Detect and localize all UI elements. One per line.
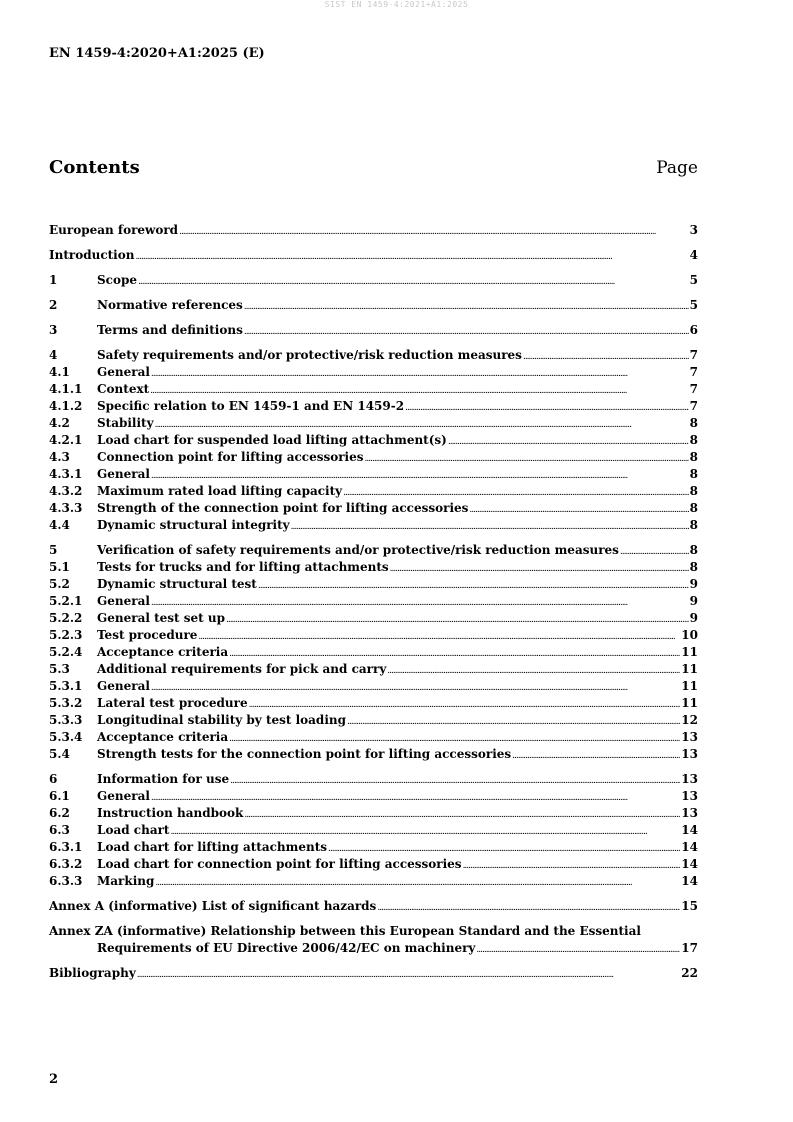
toc-entry[interactable]: [49, 839, 698, 856]
toc-entry[interactable]: [49, 500, 698, 517]
toc-entry-page: 11: [681, 679, 698, 693]
toc-entry-number: 4.3.3: [49, 501, 83, 515]
toc-leader-dots: [512, 748, 680, 765]
toc-leader-dots: [179, 224, 689, 241]
toc-entry-page: 10: [681, 628, 698, 642]
toc-entry[interactable]: [49, 415, 698, 432]
toc-entry-number: 6.2: [49, 806, 70, 820]
toc-entry-title: Marking: [97, 874, 155, 888]
toc-entry-page: 8: [689, 484, 698, 498]
toc-leader-dots: [151, 595, 689, 612]
toc-entry-page: 15: [681, 899, 698, 913]
toc-entry-number: 5.4: [49, 747, 70, 761]
toc-entry-number: 4.4: [49, 518, 70, 532]
toc-entry-page: 11: [681, 662, 698, 676]
toc-entry-title: Introduction: [49, 248, 135, 262]
toc-entry[interactable]: [49, 272, 698, 289]
toc-entry[interactable]: [49, 322, 698, 339]
toc-entry-number: 6.1: [49, 789, 70, 803]
toc-entry-page: 14: [681, 823, 698, 837]
toc-entry[interactable]: [49, 771, 698, 788]
toc-entry-number: 4: [49, 348, 58, 362]
toc-entry-page: 8: [689, 518, 698, 532]
page-number: 2: [49, 1072, 59, 1087]
toc-leader-dots: [390, 561, 689, 578]
toc-entry-page: 14: [681, 857, 698, 871]
toc-entry-number: 4.3.1: [49, 467, 83, 481]
toc-entry-page: 7: [689, 365, 698, 379]
toc-entry-page: 22: [681, 966, 698, 980]
toc-entry-page: 7: [689, 348, 698, 362]
toc-entry-number: 5.1: [49, 560, 70, 574]
toc-leader-dots: [198, 629, 680, 646]
toc-entry-number: 6: [49, 772, 58, 786]
toc-entry-number: 3: [49, 323, 58, 337]
toc-entry[interactable]: [49, 678, 698, 695]
toc-entry-title: Maximum rated load lifting capacity: [97, 484, 343, 498]
toc-entry-title: Specific relation to EN 1459-1 and EN 1459-2: [97, 399, 405, 413]
toc-leader-dots: [137, 967, 681, 984]
toc-entry-title: Test procedure: [97, 628, 198, 642]
toc-entry-page: 13: [681, 806, 698, 820]
toc-entry-page: 13: [681, 747, 698, 761]
watermark: SIST EN 1459-4:2021+A1:2025: [324, 0, 469, 9]
toc-entry-page: 13: [681, 789, 698, 803]
toc-entry[interactable]: [49, 729, 698, 746]
toc-entry-number: 4.2: [49, 416, 70, 430]
toc-entry[interactable]: [49, 644, 698, 661]
contents-header: [49, 157, 698, 178]
toc-leader-dots: [244, 324, 689, 341]
toc-leader-dots: [155, 875, 680, 892]
toc-entry-page: 9: [689, 611, 698, 625]
toc-entry-number: 4.1: [49, 365, 70, 379]
toc-entry-title: Annex A (informative) List of significant hazards: [49, 899, 377, 913]
toc-entry-title: General: [97, 365, 150, 379]
page-column-label: Page: [656, 158, 698, 178]
toc-entry[interactable]: [49, 247, 698, 264]
toc-entry[interactable]: [49, 559, 698, 576]
toc-entry-title: Load chart for suspended load lifting attachment(s): [97, 433, 447, 447]
toc-entry-page: 8: [689, 433, 698, 447]
toc-entry-page: 17: [681, 941, 698, 955]
toc-entry[interactable]: [49, 712, 698, 729]
toc-entry-page: 5: [689, 298, 698, 312]
toc-entry[interactable]: [49, 965, 698, 982]
toc-entry[interactable]: [49, 788, 698, 805]
contents-title: Contents: [49, 157, 140, 178]
toc-entry-title: Verification of safety requirements and/or protective/risk reduction measures: [97, 543, 619, 557]
toc-entry-number: 5.2.1: [49, 594, 83, 608]
toc-entry-page: 5: [689, 273, 698, 287]
toc-entry-title: Acceptance criteria: [97, 730, 229, 744]
toc-entry[interactable]: [49, 466, 698, 483]
toc-entry-title: Additional requirements for pick and carry: [97, 662, 387, 676]
toc-leader-dots: [463, 858, 681, 875]
toc-entry-number: 4.1.1: [49, 382, 83, 396]
toc-entry-number: 5.3.2: [49, 696, 83, 710]
toc-entry-number: 1: [49, 273, 58, 287]
toc-entry-title: Stability: [97, 416, 154, 430]
toc-entry[interactable]: [49, 449, 698, 466]
toc-entry-title: Safety requirements and/or protective/risk reduction measures: [97, 348, 522, 362]
toc-leader-dots: [523, 349, 689, 366]
toc-entry-title: Bibliography: [49, 966, 136, 980]
toc-entry[interactable]: [49, 856, 698, 873]
toc-entry-page: 12: [681, 713, 698, 727]
toc-entry-number: 6.3.1: [49, 840, 83, 854]
toc-entry[interactable]: [49, 898, 698, 915]
toc-entry-page: 8: [689, 560, 698, 574]
toc-entry-title: Strength of the connection point for lifting accessories: [97, 501, 469, 515]
toc-entry-title: Strength tests for the connection point for lifting accessories: [97, 747, 512, 761]
toc-leader-dots: [405, 400, 689, 417]
toc-entry-title: Acceptance criteria: [97, 645, 229, 659]
toc-entry-title: General: [97, 789, 150, 803]
toc-entry-page: 14: [681, 874, 698, 888]
toc-entry[interactable]: [49, 746, 698, 763]
toc-entry[interactable]: [49, 297, 698, 314]
toc-entry[interactable]: [49, 610, 698, 627]
toc-entry-title: Load chart for connection point for lifting accessories: [97, 857, 462, 871]
toc-entry[interactable]: [49, 222, 698, 239]
toc-entry-title: Dynamic structural integrity: [97, 518, 290, 532]
toc-entry-page: 13: [681, 730, 698, 744]
toc-entry[interactable]: [49, 364, 698, 381]
toc-entry[interactable]: [49, 593, 698, 610]
toc-entry-number: 5: [49, 543, 58, 557]
toc-leader-dots: [365, 451, 689, 468]
toc-entry-number: 4.3.2: [49, 484, 83, 498]
toc-entry-title: Dynamic structural test: [97, 577, 257, 591]
toc-entry-page: 8: [689, 501, 698, 515]
toc-entry-number: 5.3.1: [49, 679, 83, 693]
toc-leader-dots: [244, 807, 680, 824]
toc-entry[interactable]: [49, 822, 698, 839]
toc-entry-number: 6.3.2: [49, 857, 83, 871]
toc-entry-page: 11: [681, 696, 698, 710]
toc-entry[interactable]: [49, 483, 698, 500]
toc-leader-dots: [387, 663, 680, 680]
toc-entry-title: Lateral test procedure: [97, 696, 248, 710]
toc-leader-dots: [620, 544, 689, 561]
toc-leader-dots: [135, 249, 688, 266]
toc-entry-title: Longitudinal stability by test loading: [97, 713, 346, 727]
table-of-contents: [49, 222, 698, 982]
toc-entry[interactable]: [49, 661, 698, 678]
toc-entry-number: 5.2: [49, 577, 70, 591]
toc-leader-dots: [377, 900, 680, 917]
toc-entry-title: General test set up: [97, 611, 225, 625]
toc-entry-page: 8: [689, 416, 698, 430]
toc-entry-title: Load chart: [97, 823, 170, 837]
toc-entry-number: 5.2.4: [49, 645, 83, 659]
toc-leader-dots: [476, 942, 680, 959]
toc-entry-number: 4.3: [49, 450, 70, 464]
toc-entry[interactable]: [49, 542, 698, 559]
toc-entry-title: Terms and definitions: [97, 323, 243, 337]
toc-entry-number: 5.2.3: [49, 628, 83, 642]
toc-entry-title: Tests for trucks and for lifting attachments: [97, 560, 389, 574]
toc-entry-page: 7: [689, 382, 698, 396]
toc-entry-title: Scope: [97, 273, 138, 287]
toc-entry-page: 9: [689, 577, 698, 591]
toc-entry-title: Annex ZA (informative) Relationship between this European Standard and the Essential: [49, 924, 641, 938]
toc-entry-number: 2: [49, 298, 58, 312]
toc-entry-number: 5.3: [49, 662, 70, 676]
toc-entry[interactable]: [49, 398, 698, 415]
toc-entry-number: 5.2.2: [49, 611, 83, 625]
toc-entry-title: Instruction handbook: [97, 806, 244, 820]
toc-entry-page: 11: [681, 645, 698, 659]
toc-leader-dots: [258, 578, 689, 595]
toc-leader-dots: [448, 434, 689, 451]
toc-entry[interactable]: [49, 432, 698, 449]
toc-leader-dots: [244, 299, 689, 316]
toc-entry[interactable]: [49, 940, 698, 957]
toc-leader-dots: [469, 502, 688, 519]
toc-entry-title: Connection point for lifting accessories: [97, 450, 364, 464]
toc-entry-page: 9: [689, 594, 698, 608]
toc-entry-title: Requirements of EU Directive 2006/42/EC on machinery: [97, 941, 476, 955]
document-identifier: EN 1459-4:2020+A1:2025 (E): [49, 46, 265, 61]
toc-entry-page: 3: [689, 223, 698, 237]
toc-leader-dots: [226, 612, 689, 629]
toc-entry-number: 6.3: [49, 823, 70, 837]
toc-entry[interactable]: [49, 695, 698, 712]
toc-entry-page: 7: [689, 399, 698, 413]
toc-entry[interactable]: [49, 923, 698, 940]
toc-entry-title: General: [97, 467, 150, 481]
toc-entry[interactable]: [49, 381, 698, 398]
toc-leader-dots: [230, 773, 680, 790]
toc-entry-page: 14: [681, 840, 698, 854]
toc-entry-title: General: [97, 679, 150, 693]
toc-entry[interactable]: [49, 517, 698, 534]
toc-entry[interactable]: [49, 873, 698, 890]
toc-entry-title: Information for use: [97, 772, 230, 786]
toc-entry-title: General: [97, 594, 150, 608]
toc-entry-number: 5.3.4: [49, 730, 83, 744]
toc-entry-page: 6: [689, 323, 698, 337]
toc-entry-page: 13: [681, 772, 698, 786]
toc-leader-dots: [291, 519, 689, 536]
toc-entry[interactable]: [49, 805, 698, 822]
toc-entry-page: 8: [689, 450, 698, 464]
toc-entry[interactable]: [49, 347, 698, 364]
toc-entry-title: Context: [97, 382, 150, 396]
toc-leader-dots: [347, 714, 680, 731]
toc-entry-title: Normative references: [97, 298, 243, 312]
toc-entry-number: 6.3.3: [49, 874, 83, 888]
toc-entry-number: 4.2.1: [49, 433, 83, 447]
toc-entry-page: 8: [689, 543, 698, 557]
toc-entry-page: 8: [689, 467, 698, 481]
toc-leader-dots: [138, 274, 689, 291]
toc-leader-dots: [151, 366, 689, 383]
toc-entry-number: 4.1.2: [49, 399, 83, 413]
toc-entry[interactable]: [49, 576, 698, 593]
toc-entry-title: Load chart for lifting attachments: [97, 840, 327, 854]
toc-entry[interactable]: [49, 627, 698, 644]
toc-entry-page: 4: [689, 248, 698, 262]
toc-entry-title: European foreword: [49, 223, 179, 237]
toc-entry-number: 5.3.3: [49, 713, 83, 727]
